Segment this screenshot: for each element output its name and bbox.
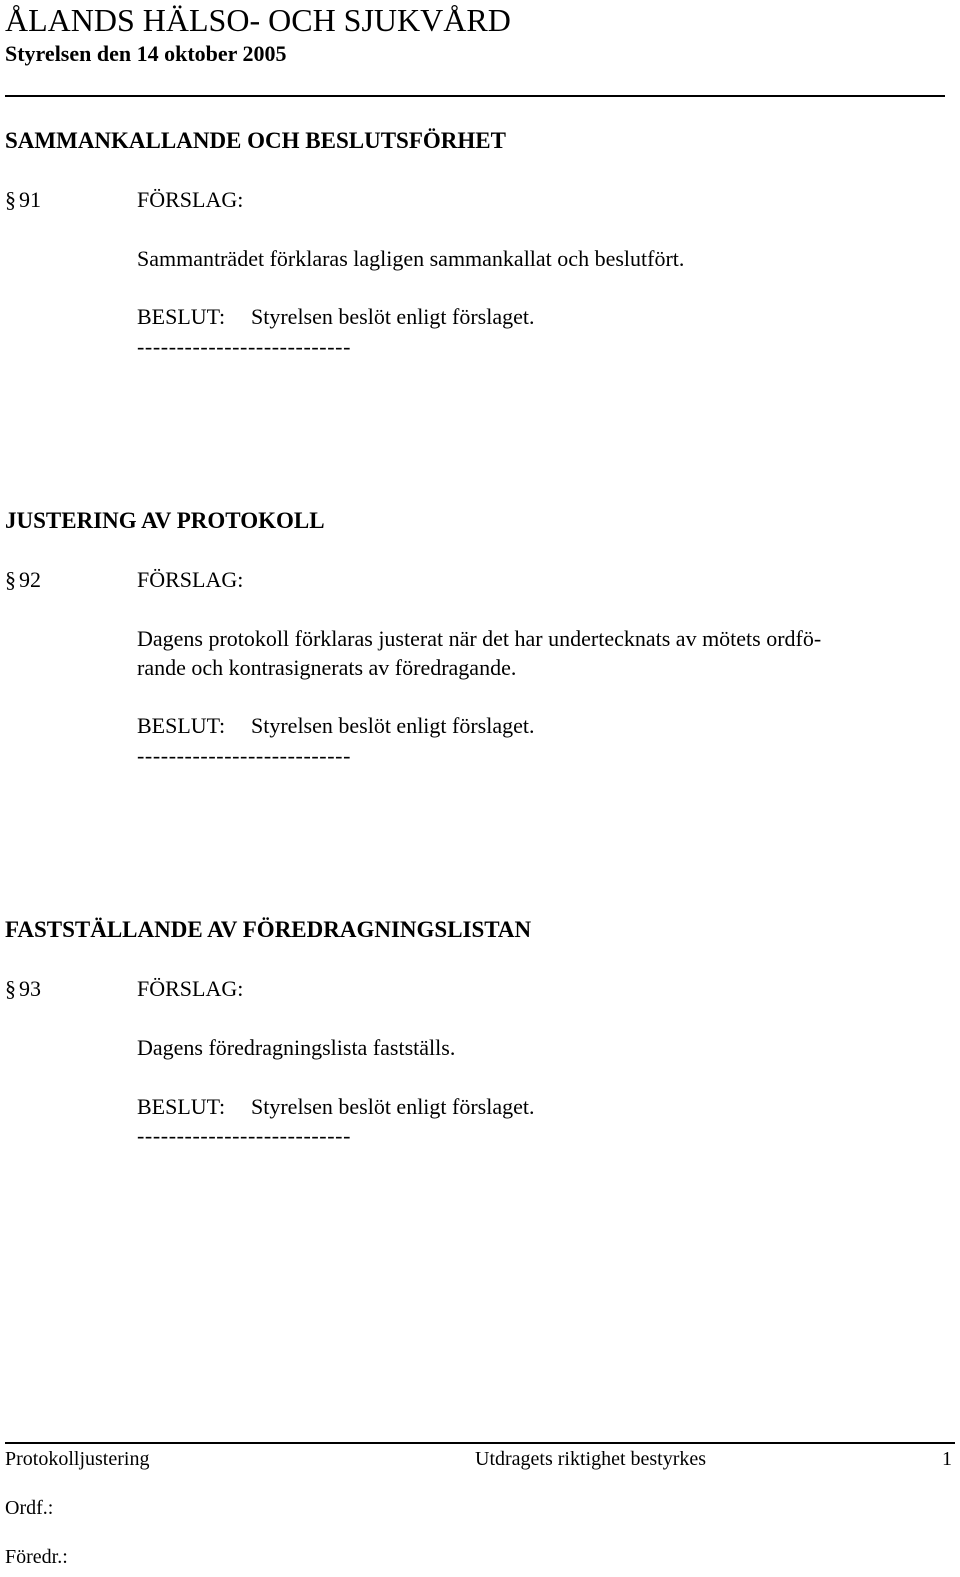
proposal-text: Sammanträdet förklaras lagligen sammankallat och beslutfört. — [137, 246, 685, 271]
meeting-date: Styrelsen den 14 oktober 2005 — [5, 41, 287, 66]
footer-left: Protokolljustering — [5, 1448, 150, 1470]
separator: --------------------------- — [137, 743, 352, 768]
organization-title: ÅLANDS HÄLSO- OCH SJUKVÅRD — [5, 2, 511, 38]
decision-line — [137, 711, 535, 740]
section-sign: § — [5, 187, 16, 212]
proposal-label: FÖRSLAG: — [137, 187, 244, 212]
decision-label: BESLUT: — [137, 713, 226, 738]
page-number: 1 — [942, 1448, 952, 1470]
footer-divider — [5, 1442, 955, 1444]
paragraph-line — [5, 975, 243, 1003]
proposal-text: Dagens protokoll förklaras justerat när det har undertecknats av mötets ordfö- — [137, 626, 822, 651]
proposal-text: rande och kontrasignerats av föredragande. — [137, 655, 517, 680]
decision-text: Styrelsen beslöt enligt förslaget. — [251, 713, 535, 738]
decision-text: Styrelsen beslöt enligt förslaget. — [251, 304, 535, 329]
section-heading: SAMMANKALLANDE OCH BESLUTSFÖRHET — [5, 128, 506, 153]
proposal-text: Dagens föredragningslista fastställs. — [137, 1035, 456, 1060]
section-sign: § — [5, 976, 16, 1001]
paragraph-number: 92 — [19, 567, 41, 592]
footer-center: Utdragets riktighet bestyrkes — [475, 1448, 707, 1470]
chair-label: Ordf.: — [5, 1497, 54, 1519]
decision-label: BESLUT: — [137, 304, 226, 329]
proposal-label: FÖRSLAG: — [137, 567, 244, 592]
section-heading: JUSTERING AV PROTOKOLL — [5, 508, 325, 533]
proposal-label: FÖRSLAG: — [137, 976, 244, 1001]
paragraph-number: 93 — [19, 976, 41, 1001]
decision-line — [137, 302, 535, 331]
section-sign: § — [5, 567, 16, 592]
section-heading: FASTSTÄLLANDE AV FÖREDRAGNINGSLISTAN — [5, 917, 532, 942]
decision-line — [137, 1092, 535, 1121]
paragraph-number: 91 — [19, 187, 41, 212]
header-divider — [5, 95, 945, 97]
decision-label: BESLUT: — [137, 1094, 226, 1119]
decision-text: Styrelsen beslöt enligt förslaget. — [251, 1094, 535, 1119]
rapporteur-label: Föredr.: — [5, 1546, 68, 1568]
separator: --------------------------- — [137, 1123, 352, 1148]
paragraph-line — [5, 566, 243, 594]
paragraph-line — [5, 186, 243, 214]
separator: --------------------------- — [137, 334, 352, 359]
